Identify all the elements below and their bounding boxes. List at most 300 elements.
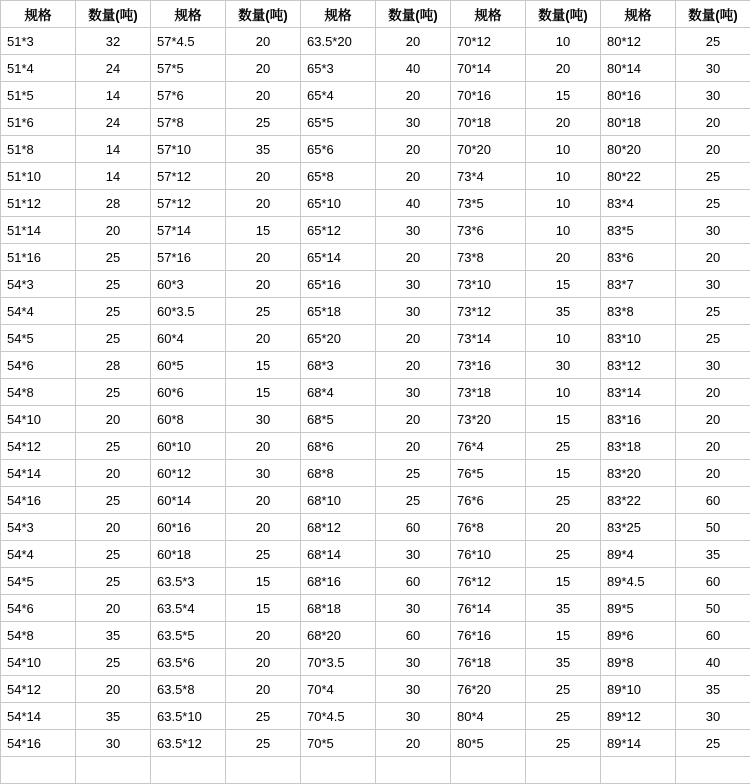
quantity-cell: 25	[676, 325, 750, 352]
table-row	[1, 28, 750, 55]
quantity-cell: 20	[226, 622, 301, 649]
specification-cell: 65*3	[301, 55, 376, 82]
quantity-cell: 50	[676, 595, 750, 622]
specification-cell: 76*12	[451, 568, 526, 595]
quantity-cell: 25	[676, 298, 750, 325]
quantity-cell: 15	[226, 352, 301, 379]
quantity-cell: 10	[526, 28, 601, 55]
specification-cell	[301, 757, 376, 784]
column-header-qty-2: 数量(吨)	[226, 1, 301, 28]
specification-cell: 73*6	[451, 217, 526, 244]
quantity-cell: 10	[526, 136, 601, 163]
specification-cell: 68*18	[301, 595, 376, 622]
specification-cell: 83*10	[601, 325, 676, 352]
quantity-cell: 20	[226, 433, 301, 460]
specification-cell: 68*16	[301, 568, 376, 595]
quantity-cell: 20	[226, 514, 301, 541]
specification-cell: 89*8	[601, 649, 676, 676]
specification-cell: 65*12	[301, 217, 376, 244]
specification-cell: 76*14	[451, 595, 526, 622]
table-row	[1, 703, 750, 730]
quantity-cell: 20	[76, 460, 151, 487]
quantity-cell: 25	[226, 109, 301, 136]
quantity-cell: 35	[526, 595, 601, 622]
quantity-cell: 35	[526, 649, 601, 676]
specification-cell: 68*20	[301, 622, 376, 649]
quantity-cell: 25	[526, 541, 601, 568]
specification-cell: 89*5	[601, 595, 676, 622]
quantity-cell: 20	[226, 487, 301, 514]
specification-cell: 68*10	[301, 487, 376, 514]
specification-cell: 54*5	[1, 568, 76, 595]
specification-cell: 80*18	[601, 109, 676, 136]
quantity-cell: 30	[676, 352, 750, 379]
specification-cell: 57*14	[151, 217, 226, 244]
quantity-cell	[526, 757, 601, 784]
quantity-cell: 25	[76, 271, 151, 298]
specification-cell: 76*8	[451, 514, 526, 541]
table-row	[1, 514, 750, 541]
column-header-qty-5: 数量(吨)	[676, 1, 750, 28]
quantity-cell: 20	[76, 406, 151, 433]
quantity-cell: 20	[376, 352, 451, 379]
specification-cell: 76*6	[451, 487, 526, 514]
quantity-cell: 40	[676, 649, 750, 676]
specification-cell: 76*18	[451, 649, 526, 676]
quantity-cell: 15	[526, 460, 601, 487]
table-header-row	[1, 1, 750, 28]
specification-cell: 68*3	[301, 352, 376, 379]
quantity-cell	[676, 757, 750, 784]
quantity-cell: 25	[226, 298, 301, 325]
quantity-cell: 60	[376, 568, 451, 595]
quantity-cell: 10	[526, 190, 601, 217]
table-row	[1, 568, 750, 595]
quantity-cell: 15	[526, 406, 601, 433]
specification-cell: 80*5	[451, 730, 526, 757]
quantity-cell: 25	[76, 649, 151, 676]
quantity-cell: 30	[376, 541, 451, 568]
specification-cell: 73*18	[451, 379, 526, 406]
quantity-cell: 20	[376, 163, 451, 190]
specification-cell: 60*14	[151, 487, 226, 514]
specification-cell: 70*18	[451, 109, 526, 136]
quantity-cell: 25	[76, 568, 151, 595]
quantity-cell: 28	[76, 190, 151, 217]
quantity-cell: 25	[76, 298, 151, 325]
quantity-cell: 20	[376, 28, 451, 55]
specification-cell: 83*4	[601, 190, 676, 217]
quantity-cell: 15	[226, 217, 301, 244]
quantity-cell: 20	[226, 190, 301, 217]
quantity-cell: 20	[526, 109, 601, 136]
specification-cell: 57*10	[151, 136, 226, 163]
quantity-cell: 25	[676, 163, 750, 190]
specification-cell: 80*4	[451, 703, 526, 730]
specification-cell: 54*14	[1, 703, 76, 730]
quantity-cell: 30	[376, 379, 451, 406]
table-row	[1, 352, 750, 379]
specification-cell: 70*20	[451, 136, 526, 163]
specification-cell: 83*18	[601, 433, 676, 460]
quantity-cell: 35	[76, 622, 151, 649]
quantity-cell: 20	[226, 325, 301, 352]
specification-cell: 68*5	[301, 406, 376, 433]
specification-cell: 60*16	[151, 514, 226, 541]
quantity-cell: 35	[76, 703, 151, 730]
quantity-cell: 20	[376, 136, 451, 163]
quantity-cell: 30	[76, 730, 151, 757]
specification-cell: 63.5*8	[151, 676, 226, 703]
quantity-cell: 28	[76, 352, 151, 379]
specification-cell: 65*18	[301, 298, 376, 325]
specification-cell: 89*14	[601, 730, 676, 757]
specification-cell: 54*6	[1, 595, 76, 622]
table-row	[1, 460, 750, 487]
quantity-cell: 30	[676, 82, 750, 109]
column-header-spec-1: 规格	[1, 1, 76, 28]
specification-cell: 73*4	[451, 163, 526, 190]
specification-cell: 57*12	[151, 190, 226, 217]
specification-cell: 60*5	[151, 352, 226, 379]
column-header-spec-2: 规格	[151, 1, 226, 28]
specification-cell: 51*16	[1, 244, 76, 271]
quantity-cell: 25	[526, 676, 601, 703]
quantity-cell: 10	[526, 163, 601, 190]
specification-cell: 70*4	[301, 676, 376, 703]
column-header-qty-3: 数量(吨)	[376, 1, 451, 28]
quantity-cell: 30	[376, 109, 451, 136]
quantity-cell: 20	[226, 82, 301, 109]
specification-cell: 63.5*20	[301, 28, 376, 55]
quantity-cell: 20	[676, 433, 750, 460]
quantity-cell: 25	[226, 541, 301, 568]
quantity-cell: 10	[526, 217, 601, 244]
specification-cell: 68*12	[301, 514, 376, 541]
quantity-cell: 20	[226, 244, 301, 271]
quantity-cell: 20	[226, 55, 301, 82]
specification-cell: 68*4	[301, 379, 376, 406]
quantity-cell: 25	[526, 703, 601, 730]
specification-cell: 51*12	[1, 190, 76, 217]
specification-cell: 65*10	[301, 190, 376, 217]
specification-cell: 70*5	[301, 730, 376, 757]
specification-cell: 65*20	[301, 325, 376, 352]
quantity-cell: 25	[76, 244, 151, 271]
quantity-cell: 20	[676, 136, 750, 163]
specification-cell: 83*20	[601, 460, 676, 487]
table-row	[1, 190, 750, 217]
specification-cell: 57*6	[151, 82, 226, 109]
quantity-cell: 14	[76, 163, 151, 190]
quantity-cell: 20	[376, 82, 451, 109]
specification-cell: 54*16	[1, 730, 76, 757]
specification-cell: 73*20	[451, 406, 526, 433]
specification-cell: 65*14	[301, 244, 376, 271]
quantity-cell: 30	[376, 217, 451, 244]
specification-cell: 89*6	[601, 622, 676, 649]
specification-cell: 83*25	[601, 514, 676, 541]
quantity-cell: 35	[226, 136, 301, 163]
table-row	[1, 676, 750, 703]
quantity-cell: 60	[676, 622, 750, 649]
quantity-cell: 15	[226, 379, 301, 406]
specification-cell: 54*12	[1, 676, 76, 703]
quantity-cell: 20	[676, 244, 750, 271]
specification-cell: 76*4	[451, 433, 526, 460]
specification-cell: 57*8	[151, 109, 226, 136]
quantity-cell: 20	[76, 595, 151, 622]
quantity-cell: 30	[526, 352, 601, 379]
specification-cell: 54*4	[1, 541, 76, 568]
table-row	[1, 136, 750, 163]
quantity-cell	[226, 757, 301, 784]
specification-cell: 57*16	[151, 244, 226, 271]
quantity-cell: 25	[676, 28, 750, 55]
quantity-cell: 30	[676, 271, 750, 298]
table-row	[1, 649, 750, 676]
specification-cell: 65*8	[301, 163, 376, 190]
quantity-cell: 20	[226, 28, 301, 55]
table-row	[1, 730, 750, 757]
specification-cell: 76*20	[451, 676, 526, 703]
specification-cell: 65*4	[301, 82, 376, 109]
specification-cell: 83*5	[601, 217, 676, 244]
quantity-cell: 25	[376, 460, 451, 487]
table-row	[1, 595, 750, 622]
specification-cell: 80*14	[601, 55, 676, 82]
quantity-cell: 20	[676, 109, 750, 136]
quantity-cell: 30	[376, 703, 451, 730]
quantity-cell: 24	[76, 109, 151, 136]
specification-cell: 83*8	[601, 298, 676, 325]
table-row	[1, 433, 750, 460]
table-row	[1, 163, 750, 190]
quantity-cell: 35	[526, 298, 601, 325]
quantity-cell: 30	[226, 460, 301, 487]
specification-cell	[1, 757, 76, 784]
specification-cell: 80*20	[601, 136, 676, 163]
table-row	[1, 55, 750, 82]
quantity-cell: 20	[526, 55, 601, 82]
quantity-cell: 32	[76, 28, 151, 55]
quantity-cell: 25	[76, 379, 151, 406]
quantity-cell: 20	[676, 406, 750, 433]
specification-cell: 54*4	[1, 298, 76, 325]
specification-cell: 70*14	[451, 55, 526, 82]
specification-cell: 51*4	[1, 55, 76, 82]
table-row	[1, 109, 750, 136]
quantity-cell: 20	[76, 217, 151, 244]
quantity-cell: 35	[676, 676, 750, 703]
quantity-cell: 20	[226, 676, 301, 703]
specification-cell: 63.5*10	[151, 703, 226, 730]
quantity-cell: 25	[526, 433, 601, 460]
specification-cell: 89*4	[601, 541, 676, 568]
table-row	[1, 757, 750, 784]
specification-cell: 83*12	[601, 352, 676, 379]
specification-cell	[451, 757, 526, 784]
quantity-cell: 25	[376, 487, 451, 514]
quantity-cell: 15	[526, 271, 601, 298]
specification-cell: 80*12	[601, 28, 676, 55]
specification-cell: 60*3	[151, 271, 226, 298]
quantity-cell: 40	[376, 190, 451, 217]
specification-cell: 83*14	[601, 379, 676, 406]
specification-cell: 57*5	[151, 55, 226, 82]
specification-cell: 65*5	[301, 109, 376, 136]
specification-cell: 54*5	[1, 325, 76, 352]
quantity-cell: 25	[226, 730, 301, 757]
specification-cell: 54*3	[1, 514, 76, 541]
quantity-cell: 25	[676, 730, 750, 757]
specification-cell: 54*16	[1, 487, 76, 514]
table-row	[1, 217, 750, 244]
quantity-cell: 20	[226, 271, 301, 298]
quantity-cell: 20	[226, 163, 301, 190]
specification-cell: 60*8	[151, 406, 226, 433]
quantity-cell: 10	[526, 379, 601, 406]
quantity-cell: 60	[676, 487, 750, 514]
quantity-cell: 25	[226, 703, 301, 730]
quantity-cell: 20	[376, 433, 451, 460]
quantity-cell: 15	[226, 568, 301, 595]
specification-cell: 73*8	[451, 244, 526, 271]
specification-cell: 80*22	[601, 163, 676, 190]
quantity-cell: 50	[676, 514, 750, 541]
quantity-cell: 25	[676, 190, 750, 217]
table-row	[1, 379, 750, 406]
specification-cell: 57*12	[151, 163, 226, 190]
specification-cell: 54*8	[1, 379, 76, 406]
specification-cell: 51*10	[1, 163, 76, 190]
specification-cell: 54*3	[1, 271, 76, 298]
quantity-cell: 60	[376, 514, 451, 541]
specification-cell: 76*5	[451, 460, 526, 487]
quantity-cell: 35	[676, 541, 750, 568]
specification-cell: 89*4.5	[601, 568, 676, 595]
quantity-cell: 25	[76, 541, 151, 568]
quantity-cell: 24	[76, 55, 151, 82]
specification-cell: 70*12	[451, 28, 526, 55]
specification-cell: 63.5*3	[151, 568, 226, 595]
table-row	[1, 325, 750, 352]
specification-cell: 89*12	[601, 703, 676, 730]
specification-cell: 70*16	[451, 82, 526, 109]
quantity-cell: 20	[676, 379, 750, 406]
specification-cell: 83*6	[601, 244, 676, 271]
specification-cell: 63.5*12	[151, 730, 226, 757]
quantity-cell	[76, 757, 151, 784]
table-row	[1, 82, 750, 109]
quantity-cell: 20	[376, 730, 451, 757]
specification-cell: 73*5	[451, 190, 526, 217]
quantity-cell: 20	[376, 406, 451, 433]
quantity-cell: 60	[376, 622, 451, 649]
specification-cell: 51*5	[1, 82, 76, 109]
specification-cell: 57*4.5	[151, 28, 226, 55]
specification-cell: 68*6	[301, 433, 376, 460]
specification-cell: 76*10	[451, 541, 526, 568]
column-header-qty-1: 数量(吨)	[76, 1, 151, 28]
specification-cell: 54*8	[1, 622, 76, 649]
specification-cell: 63.5*6	[151, 649, 226, 676]
specification-cell: 83*16	[601, 406, 676, 433]
specification-cell: 60*4	[151, 325, 226, 352]
specification-cell: 54*14	[1, 460, 76, 487]
specification-cell: 60*10	[151, 433, 226, 460]
quantity-cell: 25	[76, 487, 151, 514]
specification-cell: 63.5*5	[151, 622, 226, 649]
specification-cell: 83*22	[601, 487, 676, 514]
specification-cell: 54*12	[1, 433, 76, 460]
quantity-cell: 15	[526, 568, 601, 595]
table-row	[1, 487, 750, 514]
quantity-cell: 20	[76, 676, 151, 703]
specification-cell: 65*6	[301, 136, 376, 163]
specification-cell: 51*14	[1, 217, 76, 244]
quantity-cell: 14	[76, 136, 151, 163]
quantity-cell: 20	[226, 649, 301, 676]
specification-cell: 65*16	[301, 271, 376, 298]
quantity-cell: 30	[376, 595, 451, 622]
quantity-cell	[376, 757, 451, 784]
specification-cell: 70*4.5	[301, 703, 376, 730]
specification-cell: 51*3	[1, 28, 76, 55]
quantity-cell: 30	[376, 649, 451, 676]
quantity-cell: 15	[526, 82, 601, 109]
quantity-cell: 20	[676, 460, 750, 487]
quantity-cell: 20	[376, 244, 451, 271]
specification-cell: 60*12	[151, 460, 226, 487]
quantity-cell: 30	[676, 703, 750, 730]
specification-cell: 60*6	[151, 379, 226, 406]
quantity-cell: 60	[676, 568, 750, 595]
quantity-cell: 30	[676, 217, 750, 244]
specification-cell: 60*18	[151, 541, 226, 568]
column-header-spec-3: 规格	[301, 1, 376, 28]
table-row	[1, 541, 750, 568]
table-row	[1, 298, 750, 325]
specification-cell: 51*6	[1, 109, 76, 136]
table-row	[1, 244, 750, 271]
quantity-cell: 40	[376, 55, 451, 82]
specification-cell: 73*12	[451, 298, 526, 325]
quantity-cell: 14	[76, 82, 151, 109]
specification-cell: 73*10	[451, 271, 526, 298]
quantity-cell: 30	[376, 676, 451, 703]
specification-cell: 68*8	[301, 460, 376, 487]
specification-cell: 54*10	[1, 649, 76, 676]
specification-cell: 63.5*4	[151, 595, 226, 622]
table-row	[1, 271, 750, 298]
quantity-cell: 20	[526, 514, 601, 541]
specification-cell	[601, 757, 676, 784]
column-header-spec-4: 规格	[451, 1, 526, 28]
specification-cell: 73*14	[451, 325, 526, 352]
specification-cell: 51*8	[1, 136, 76, 163]
specification-cell	[151, 757, 226, 784]
quantity-cell: 30	[226, 406, 301, 433]
specification-cell: 80*16	[601, 82, 676, 109]
specification-cell: 83*7	[601, 271, 676, 298]
quantity-cell: 25	[76, 325, 151, 352]
column-header-spec-5: 规格	[601, 1, 676, 28]
specification-cell: 60*3.5	[151, 298, 226, 325]
specification-cell: 73*16	[451, 352, 526, 379]
specification-cell: 68*14	[301, 541, 376, 568]
quantity-cell: 10	[526, 325, 601, 352]
